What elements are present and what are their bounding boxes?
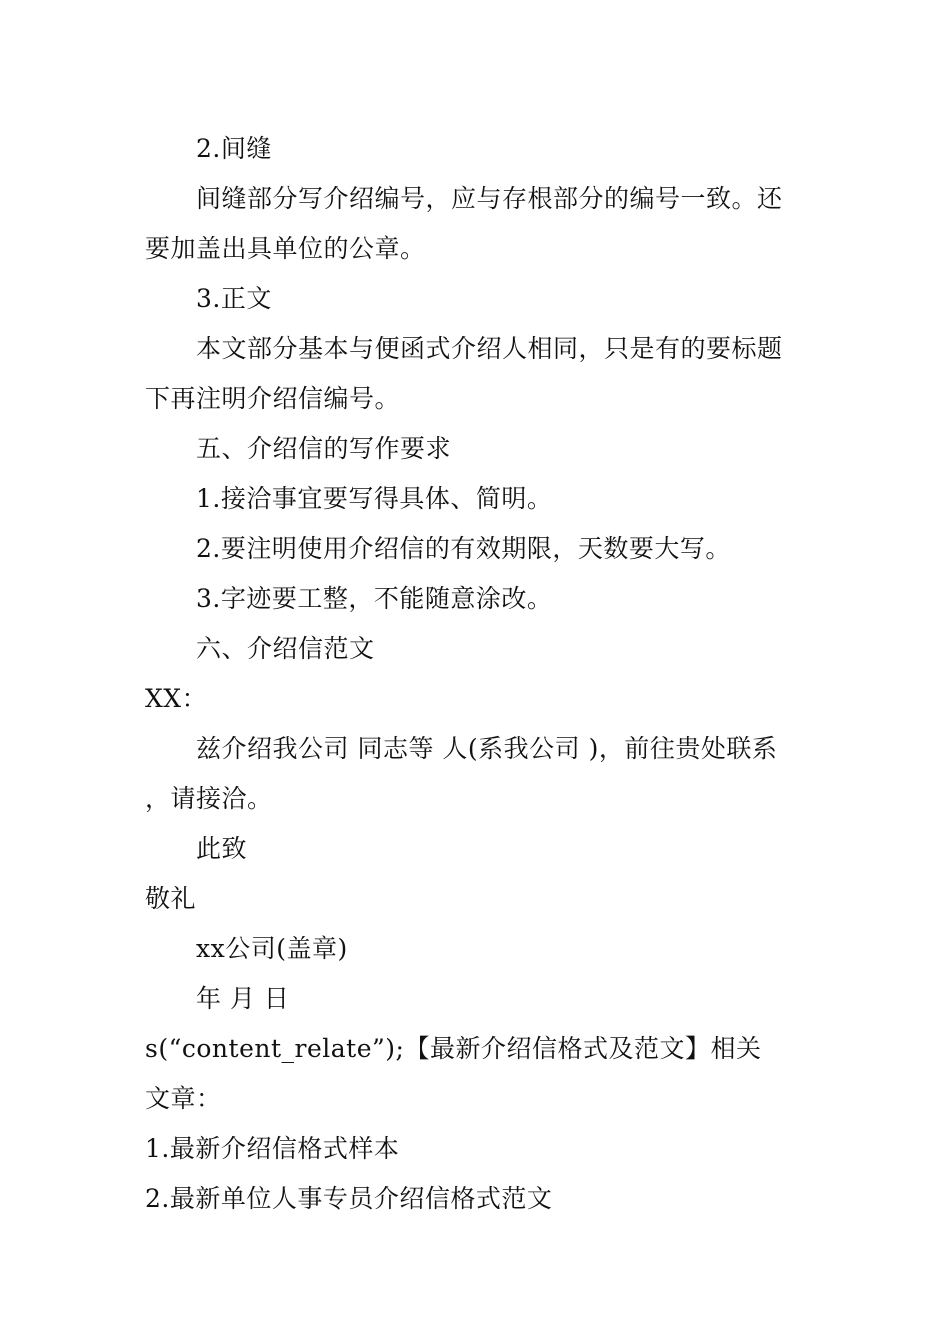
text-line: 2.间缝 (196, 134, 272, 163)
related-articles-heading: s(“content_relate”);【最新介绍信格式及范文】相关 (145, 1034, 762, 1063)
letter-signature: xx公司(盖章) (196, 934, 348, 963)
letter-closing: 敬礼 (145, 884, 197, 913)
related-articles-heading: 文章： (145, 1084, 222, 1113)
text-line: 下再注明介绍信编号。 (145, 384, 401, 413)
letter-closing: 此致 (196, 834, 248, 863)
section-heading: 六、介绍信范文 (196, 634, 375, 663)
related-article-link[interactable]: 1.最新介绍信格式样本 (145, 1134, 400, 1163)
requirement-item: 3.字迹要工整，不能随意涂改。 (196, 584, 553, 613)
text-line: 3.正文 (196, 284, 272, 313)
text-line: 本文部分基本与便函式介绍人相同，只是有的要标题 (196, 334, 783, 363)
letter-date: 年 月 日 (196, 984, 290, 1013)
section-heading: 五、介绍信的写作要求 (196, 434, 452, 463)
requirement-item: 1.接洽事宜要写得具体、简明。 (196, 484, 553, 513)
document-body (145, 124, 807, 1224)
related-article-link[interactable]: 2.最新单位人事专员介绍信格式范文 (145, 1184, 553, 1213)
letter-body: ，请接洽。 (145, 784, 273, 813)
text-line: 要加盖出具单位的公章。 (145, 234, 426, 263)
letter-body: 兹介绍我公司 同志等 人(系我公司 )，前往贵处联系 (196, 734, 778, 763)
letter-salutation: XX： (145, 684, 208, 713)
requirement-item: 2.要注明使用介绍信的有效期限，天数要大写。 (196, 534, 731, 563)
text-line: 间缝部分写介绍编号，应与存根部分的编号一致。还 (196, 184, 783, 213)
